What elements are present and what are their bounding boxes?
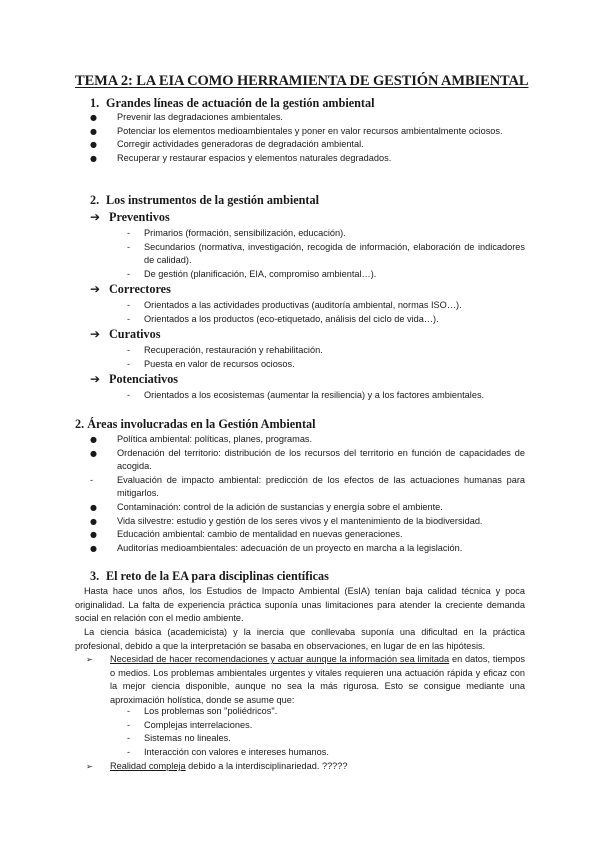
arrow-right-icon: ➔ xyxy=(90,327,101,341)
curativos-list xyxy=(125,344,525,371)
bullet-icon: ● xyxy=(90,502,97,512)
challenge-points-2 xyxy=(83,760,525,774)
areas-list xyxy=(90,433,525,555)
list-item: - Primarios (formación, sensibilización, educación). xyxy=(127,228,346,238)
list-item: ● Ordenación del territorio: distribución de los recursos del territorio en función de capacidades de acogida. xyxy=(90,447,525,472)
list-item: - Los problemas son "poliédricos". xyxy=(127,706,278,716)
list-item: ● Recuperar y restaurar espacios y elementos naturales degradados. xyxy=(90,152,525,166)
list-item: ● Contaminación: control de la adición de sustancias y energía sobre el ambiente. xyxy=(90,501,525,515)
list-item: ● Corregir actividades generadoras de degradación ambiental. xyxy=(90,138,525,152)
list-item: ● Prevenir las degradaciones ambientales. xyxy=(90,111,525,125)
bullet-icon: ● xyxy=(90,153,97,163)
group-heading-potenciativos: ➔ Potenciativos xyxy=(90,372,179,386)
arrowhead-icon: ➢ xyxy=(86,655,93,664)
list-item: ● Auditorías medioambientales: adecuación de un proyecto en marcha a la legislación. xyxy=(90,542,525,556)
areas-heading: 2. Áreas involucradas en la Gestión Ambiental xyxy=(75,417,316,431)
list-item: ● Política ambiental: políticas, planes, programas. xyxy=(90,433,525,447)
potenciativos-list xyxy=(125,389,525,403)
paragraph-2: La ciencia básica (academicista) y la inercia que conllevaba suponía una dificultad en la práctica profesional, debido a que la interpretación se basaba en observaciones, en lugar de en las hipótesis. xyxy=(75,627,525,651)
list-item: - Puesta en valor de recursos ociosos. xyxy=(127,358,295,369)
group-heading-curativos: ➔ Curativos xyxy=(90,327,161,341)
list-item: - Sistemas no lineales. xyxy=(127,733,231,744)
bullet-icon: ● xyxy=(90,435,97,444)
list-item: ● Vida silvestre: estudio y gestión de los seres vivos y el mantenimiento de la biodiversidad. xyxy=(90,515,525,529)
dash-marker: - xyxy=(90,474,93,485)
holistic-assumptions-list xyxy=(125,705,525,759)
list-item: - Interacción con valores e intereses humanos. xyxy=(127,746,329,757)
list-item: ● Educación ambiental: cambio de mentalidad en nuevas generaciones. xyxy=(90,528,525,542)
list-item: - De gestión (planificación, EIA, compromiso ambiental…). xyxy=(127,268,377,279)
bullet-icon: ● xyxy=(90,140,97,150)
bullet-icon: ● xyxy=(90,516,97,526)
list-item: ● Potenciar los elementos medioambientales y poner en valor recursos ambientalmente ociosos. xyxy=(90,125,525,139)
bullet-icon: ● xyxy=(90,126,97,136)
list-item: ➢ Realidad compleja debido a la interdisciplinariedad. ????? xyxy=(83,760,525,774)
correctores-list xyxy=(125,299,525,326)
challenge-points xyxy=(83,653,525,707)
bullet-icon: ● xyxy=(90,113,97,122)
list-item: - Secundarios (normativa, investigación, recogida de información, elaboración de indicadores de calidad). xyxy=(127,241,525,266)
bullet-icon: ● xyxy=(90,543,97,553)
arrow-right-icon: ➔ xyxy=(90,282,101,296)
bullet-icon: ● xyxy=(90,448,97,458)
arrow-right-icon: ➔ xyxy=(90,372,101,386)
list-item: - Complejas interrelaciones. xyxy=(127,719,253,730)
page-title: TEMA 2: LA EIA COMO HERRAMIENTA DE GESTIÓN AMBIENTAL xyxy=(75,73,529,89)
group-heading-correctores: ➔ Correctores xyxy=(90,282,171,296)
arrowhead-icon: ➢ xyxy=(86,762,93,771)
section-2-heading: 2. Los instrumentos de la gestión ambiental xyxy=(90,193,319,207)
list-item: - Recuperación, restauración y rehabilitación. xyxy=(127,345,323,355)
list-item: - Orientados a los productos (eco-etiquetado, análisis del ciclo de vida…). xyxy=(127,313,439,324)
arrow-right-icon: ➔ xyxy=(90,210,101,224)
group-heading-preventivos: ➔ Preventivos xyxy=(90,210,170,224)
list-item: - Orientados a las actividades productivas (auditoría ambiental, normas ISO…). xyxy=(127,300,462,310)
bullet-icon: ● xyxy=(90,530,97,540)
section-3-heading: 3. El reto de la EA para disciplinas científicas xyxy=(90,569,329,583)
section-1-list xyxy=(90,111,525,165)
preventivos-list xyxy=(125,227,525,281)
list-item: ➢ Necesidad de hacer recomendaciones y actuar aunque la información sea limitada en datos, tiempos o medios. Los problemas ambientales urgentes y vitales requieren una actuación rápida y eficaz con la mejor ciencia disponible, aunque no sea la más rigurosa. Esto se consigue mediante una aproximación holística, donde se asume que: xyxy=(86,654,526,705)
paragraph-1: Hasta hace unos años, los Estudios de Impacto Ambiental (EsIA) tenían baja calidad técnica y poca originalidad. La falta de experiencia práctica suponía unas limitaciones para atender la creciente demanda social en relación con el medio ambiente. xyxy=(75,586,525,624)
list-item: - Evaluación de impacto ambiental: predicción de los efectos de las actuaciones humanas para mitigarlos. xyxy=(90,474,525,499)
list-item: - Orientados a los ecosistemas (aumentar la resiliencia) y a los factores ambientales. xyxy=(127,390,485,400)
section-1-heading: 1. Grandes líneas de actuación de la gestión ambiental xyxy=(90,96,375,110)
